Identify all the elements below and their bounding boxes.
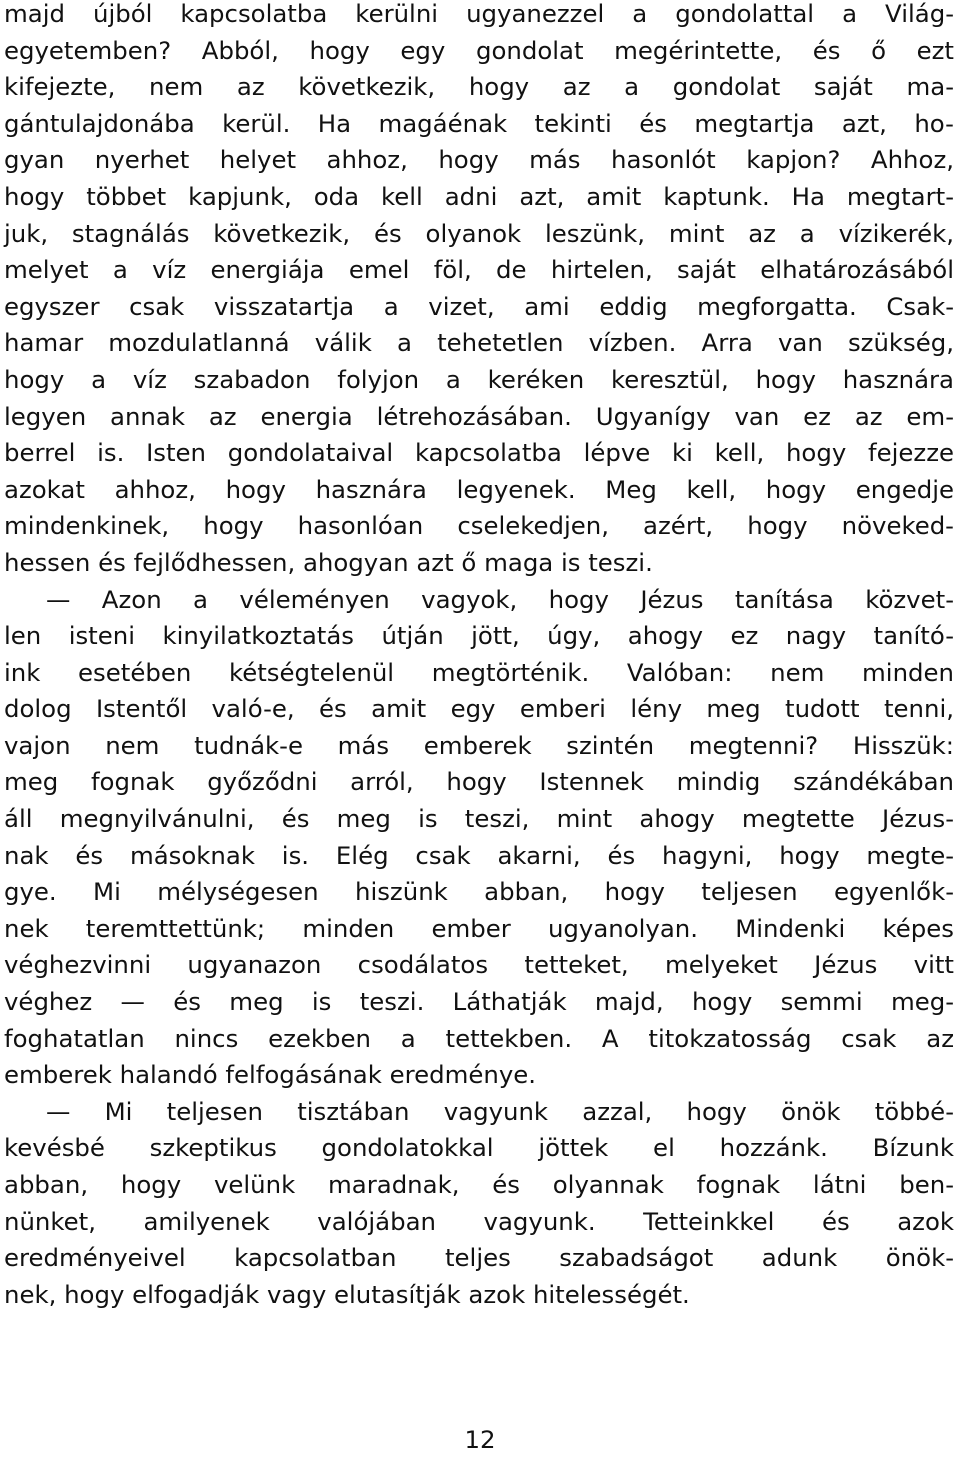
text-line: egyszer csak visszatartja a vizet, ami eddig megforgatta. Csak-	[4, 291, 954, 321]
text-line: véghez — és meg is teszi. Láthatják majd, hogy semmi meg-	[4, 987, 954, 1017]
text-line: berrel is. Isten gondolataival kapcsolatba lépve ki kell, hogy fejezze	[4, 438, 954, 468]
text-line: nek teremttettünk; minden ember ugyanolyan. Mindenki képes	[4, 913, 954, 943]
text-line: ink esetében kétségtelenül megtörténik. Valóban: nem minden	[4, 657, 954, 687]
text-line: nak és másoknak is. Elég csak akarni, és hagyni, hogy megte-	[4, 840, 954, 870]
text-line: egyetemben? Abból, hogy egy gondolat megérintette, és ő ezt	[4, 35, 954, 65]
text-line: abban, hogy velünk maradnak, és olyannak fognak látni ben-	[4, 1170, 954, 1199]
text-line: legyen annak az energia létrehozásában. Ugyanígy van ez az em-	[4, 401, 954, 431]
text-line: juk, stagnálás következik, és olyanok leszünk, mint az a vízikerék,	[4, 218, 954, 248]
text-line: eredményeivel kapcsolatban teljes szabadságot adunk önök-	[4, 1243, 954, 1273]
text-line: kevésbé szkeptikus gondolatokkal jöttek el hozzánk. Bízunk	[4, 1133, 954, 1163]
text-line: len isteni kinyilatkoztatás útján jött, úgy, ahogy ez nagy tanító-	[4, 621, 954, 651]
text-line: áll megnyilvánulni, és meg is teszi, mint ahogy megtette Jézus-	[4, 804, 954, 834]
text-line: dolog Istentől való-e, és amit egy emberi lény meg tudott tenni,	[4, 694, 954, 724]
text-line: — Mi teljesen tisztában vagyunk azzal, hogy önök többé-	[46, 1096, 954, 1126]
text-line: majd újból kapcsolatba kerülni ugyanezzel a gondolattal a Világ-	[4, 0, 954, 28]
text-line: melyet a víz energiája emel föl, de hirtelen, saját elhatározásából	[4, 255, 954, 285]
body-text	[4, 0, 954, 1313]
text-line: véghezvinni ugyanazon csodálatos tetteket, melyeket Jézus vitt	[4, 950, 954, 980]
paragraph	[4, 582, 954, 1094]
text-line: — Azon a véleményen vagyok, hogy Jézus tanítása közvet-	[46, 584, 954, 614]
page-number: 12	[464, 1425, 496, 1454]
text-line: kifejezte, nem az következik, hogy az a gondolat saját ma-	[4, 72, 954, 102]
paragraph	[4, 0, 954, 582]
text-line: hamar mozdulatlanná válik a tehetetlen vízben. Arra van szükség,	[4, 328, 954, 358]
text-line: nek, hogy elfogadják vagy elutasítják azok hitelességét.	[4, 1279, 690, 1309]
text-line: gántulajdonába kerül. Ha magáénak tekinti és megtartja azt, ho-	[4, 108, 954, 138]
text-line: gye. Mi mélységesen hiszünk abban, hogy teljesen egyenlők-	[4, 877, 954, 907]
text-line: hogy többet kapjunk, oda kell adni azt, amit kaptunk. Ha megtart-	[4, 181, 954, 211]
text-line: emberek halandó felfogásának eredménye.	[4, 1060, 537, 1090]
paragraph	[4, 1094, 954, 1314]
text-line: hogy a víz szabadon folyjon a keréken keresztül, hogy hasznára	[4, 364, 954, 394]
text-line: azokat ahhoz, hogy hasznára legyenek. Meg kell, hogy engedje	[4, 474, 954, 504]
text-line: foghatatlan nincs ezekben a tettekben. A titokzatosság csak az	[4, 1023, 954, 1053]
text-line: nünket, amilyenek valójában vagyunk. Tetteinkkel és azok	[4, 1206, 954, 1236]
text-line: vajon nem tudnák-e más emberek szintén megtenni? Hisszük:	[4, 730, 954, 760]
text-line: hessen és fejlődhessen, ahogyan azt ő maga is teszi.	[4, 547, 653, 577]
text-line: mindenkinek, hogy hasonlóan cselekedjen, azért, hogy növeked-	[4, 511, 954, 541]
text-line: gyan nyerhet helyet ahhoz, hogy más hasonlót kapjon? Ahhoz,	[4, 145, 954, 175]
text-line: meg fognak győződni arról, hogy Istennek mindig szándékában	[4, 767, 954, 797]
